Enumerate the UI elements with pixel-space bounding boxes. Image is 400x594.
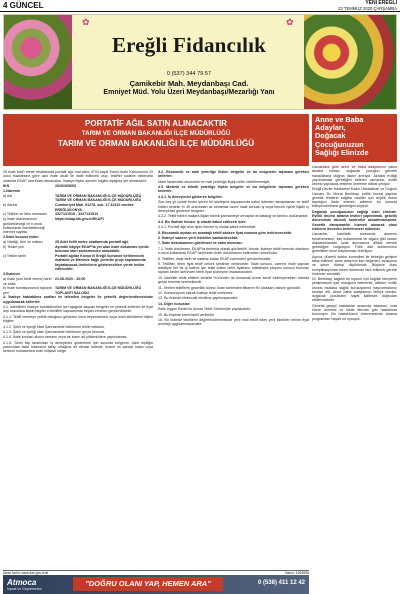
field-key: a) Niteliği, türü ve miktarı	[3, 240, 43, 245]
field-value: https://ekap.kik.gov.tr/EKAP/	[55, 217, 104, 222]
bottom-advertisement	[3, 575, 309, 594]
flower-icon: ✿	[82, 17, 90, 27]
field-key: b) Teslim yeri	[3, 245, 25, 250]
ikn-label: İKN	[3, 183, 10, 188]
paragraph: 11. Verilen tekliflerin geçerlilik süresi, ihale tarihinden itibaren 90 (doksan) takvim günüdür.	[158, 285, 301, 290]
paragraph: 4.4. Bu ihalede benzer iş olarak kabul edilecek işler:	[158, 219, 247, 224]
paragraph: Son beş yıl içinde bedel içeren bir sözleşme kapsamında kabul işlemleri tamamlanan ve teklif edilen bedelin % 40 oranından az olmamak üzere ihale konusu iş veya benzer işlere ilişkin iş deneyimini gösteren belgeler.	[158, 200, 309, 213]
paragraph: 14. Diğer hususlar:	[158, 301, 191, 306]
field-value: TARIM VE ORMAN BAKANLIĞI İLÇE MÜDÜRLÜĞÜ TARIM VE ORMAN BAKANLIĞI İLÇE MÜDÜRLÜĞÜ	[55, 194, 142, 203]
sidebar-headline	[312, 114, 397, 162]
field-row	[3, 286, 153, 295]
sidebar-article	[312, 114, 397, 588]
section-heading: 1-İdarenin	[3, 188, 21, 193]
field-value: Portatif ağıllar Konya ili Ereğli ilçesinde belirlenecek mahalde ve Merkeze bağlı yerlerde proje kapsamında faydalanacak üreticilerin gösterecekleri yerde teslim edilecektir.	[55, 254, 146, 271]
sidebar-title-line-1: Anne ve Baba Adayları,	[315, 115, 364, 133]
paragraph: 12. Konsorsiyum olarak ihaleye teklif verilemez.	[158, 291, 234, 295]
paragraph: 4.1.3. Şekli ve içeriği İdari Şartnamede belirlenen geçici teminat,	[3, 329, 106, 334]
brand-subtitle: İnşaat ve Gayrimenkul	[7, 587, 42, 591]
paragraph: 10. İstekliler teklif ettikleri bedelin %3'ünden az olmamak üzere kendi belirleyecekleri tutarda geçici teminat vereceklerdir.	[158, 275, 309, 285]
flowers-photo-right	[304, 15, 396, 109]
section-heading: 2-İhale konusu malın	[3, 234, 39, 239]
field-value: 21.08.2020 - 10:00	[55, 277, 86, 282]
field-key: c) Telefon ve faks numarası	[3, 212, 47, 217]
issue-date: 23 TEMMUZ 2020 ÇARŞAMBA	[338, 6, 397, 11]
paragraph: İhale Uygun Bedel ile Alınan Teklif Yöntemiyle yapılacaktır.	[158, 307, 251, 312]
field-row	[3, 240, 153, 244]
flower-icon: ✿	[286, 17, 294, 27]
article-column-right	[158, 170, 309, 565]
paragraph: 4.3. Mesleki ve teknik yeterliğe ilişkin belgeler ve bu belgelerin taşıması gereken kriterler:	[158, 185, 309, 194]
paragraph: Dr. Berikbay, sağlıklı bir toplum için sağlıklı bireylerin yetişmesinin şart olduğunu belirterek, ailelere evlilik öncesi mutlaka sağlık kuruluşlarına başvurmalarını tavsiye etti. Anne baba adaylarının bilinçli olması, doğacak çocukların hayat kalitesini doğrudan etkilemektedir.	[312, 277, 397, 303]
field-key: c) Teslim tarihi	[3, 254, 26, 259]
paragraph: Uzmanlara göre anne ve baba adaylarının yakın akraba olması, doğacak çocuğun genetik hastalıklarla doğma riskini artırıyor. Akraba evliliği yapılmaması gerektiğini belirten uzmanlar, evlilik öncesi yapılacak testlerin önemine dikkat çekiyor.	[312, 165, 397, 186]
field-value: 3327131915 - 3327131913	[55, 212, 99, 217]
field-row	[3, 245, 153, 254]
paragraph: 5. Ekonomik açıdan en avantajlı teklif sadece fiyat esasına göre belirlenecektir.	[158, 230, 293, 235]
paragraph: Doğacak çocuğunuzun sağlığı sizin elinizde. Evlilik öncesi tarama testleri yaptırılmalı, gebelik döneminde düzenli kontroller aksatılmamalıdır. Genetik danışmanlık hizmeti alınarak olası risklerin önceden belirlenmesi mümkün.	[312, 209, 397, 231]
paragraph: 6. İhaleye sadece yerli istekliler katılabilecektir.	[158, 235, 239, 240]
ad-banner	[3, 575, 309, 594]
field-key: b) İhale komisyonunun toplantı yeri	[3, 286, 52, 295]
ad-address-line-2: Emniyet Müd. Yolu Üzeri Meydanbaşı/Mezarlığı Yanı	[103, 89, 275, 96]
announcement-footer	[3, 570, 309, 574]
announcement-headline	[3, 114, 309, 166]
paragraph: 4.1.1. Teklif vermeye yetkili olduğunu gösteren imza beyannamesi veya imza sirkülerine ilişkin bilgiler;	[3, 314, 153, 324]
headline-line-3: TARIM VE ORMAN BAKANLIĞI İLÇE MÜDÜRLÜĞÜ	[57, 139, 255, 148]
paragraph: 4.3.2. Teklif edilen mallara ilişkin teknik şartnameye cevaplar ile katalog ve tanıtıcı dokümanlar.	[158, 214, 309, 219]
ad-title: Ereğli Fidancılık	[111, 33, 267, 57]
field-row	[3, 194, 153, 203]
headline-line-1: PORTATİF AĞIL SATIN ALINACAKTIR	[85, 119, 227, 128]
field-value: Cumhuriyet Mah. 91278. sok. 17 42310 merkez EREĞLİ/KONYA	[55, 203, 134, 212]
paragraph: 13. Bu ihalede elektronik eksiltme yapılmayacaktır.	[158, 296, 239, 301]
field-row	[3, 254, 153, 271]
headline-line-2: TARIM VE ORMAN BAKANLIĞI İLÇE MÜDÜRLÜĞÜ	[81, 130, 231, 137]
ad-phone-number: 0 (538) 411 12 42	[257, 580, 305, 586]
footer-right-text: Basın: 1265596	[285, 571, 309, 576]
paragraph: Uzmanlar, hamilelik sürecinde annenin beslenmesine, ilaç kullanımına ve sigara gibi zararlı alışkanlıklardan uzak durmasına dikkat etmesi gerektiğini vurguluyor. Folik asit kullanımının gebelikten önce başlanması öneriliyor.	[312, 232, 397, 254]
paragraph: 7. İhale dokümanının görülmesi ve satın alınması:	[158, 241, 243, 246]
ikn-row	[3, 184, 153, 188]
ikn-value: 2020/365653	[55, 183, 76, 188]
field-key: a) Adı	[3, 194, 13, 199]
paragraph: Ereğli Devlet Hastanesi Kadın Hastalıkları ve Doğum Uzmanı Dr. Murat Berikbay, evlilik öncesi yapılan genetik testlerin sağlıklı nesiller için büyük önem taşıdığını ifade ederek, ailelerin bu konuda bilinçlendirilmesi gerektiğini söyledi.	[312, 187, 397, 209]
paragraph: 4.1.5. Tüzel kişi tarafından iş deneyimini göstermek için sunulan belgenin, tüzel kişiliğin yarısından fazla hissesine sahip ortağına ait olması halinde, ticaret ve sanayi odası veya serbest muhasebeci mali müşavir belge.	[3, 340, 153, 354]
paragraph: 4. İhaleye katılabilme şartları ve istenilen belgeler ile yeterlik değerlendirmesinde uygulanacak kriterler:	[3, 295, 153, 304]
field-value: 25 Adet 6x50 metre ebatlarında portatif ağıl	[55, 240, 129, 245]
paper-name: YENİ EREĞLİ	[365, 0, 397, 6]
paragraph: 4.1.4. İhale konusu alımın tamamı veya bir kısmı alt yüklenicilere yaptırılamaz.	[3, 335, 128, 340]
field-key: ç) İhale dokümanının görülebileceği ve e-imza kullanılarak indirilebileceği internet sayfası	[3, 217, 45, 234]
field-key: b) Adresi	[3, 203, 18, 208]
paragraph: 9. Teklifler, birim fiyat teklif cetveli şeklinde verilecektir. İhale sonucu, üzerine ihale yapılan istekliyle her bir iş kalemi için teklif edilen birim fiyatların miktarlarla çarpımı sonucu bulunan toplam bedel üzerinden birim fiyat sözleşme imzalanacaktır.	[158, 261, 309, 275]
paragraph: Ayrıca, düzenli doktor kontrolleri ile bebeğin gelişimi takip edilmeli, anne adayının kan değerleri, tansiyonu ve şeker düzeyi ölçülmelidir. Böylece olası komplikasyonlar erken dönemde fark edilerek gerekli önlemler alınabilir.	[312, 254, 397, 276]
sidebar-title-line-3: Sağlığı Elinizde	[315, 147, 369, 157]
field-row	[3, 203, 153, 212]
paragraph: 7.1. İhale dokümanı, EKAP'ta bedelsiz olarak görülebilir. Ancak, ihaleye teklif verecek olanların e-imza kullanarak EKAP üzerinden ihale dokümanını indirmeleri zorunludur.	[158, 246, 309, 256]
brand-logo: Atmoca	[7, 578, 37, 587]
ad-address-line-1: Çamikebir Mah. Meydanbaşı Cad.	[129, 79, 249, 88]
paragraph: 16. Bu ihalede tekliflerin değerlendirilmesinde yerli malı teklif eden yerli istekliler lehine fiyat avantajı uygulanmayacaktır.	[158, 318, 309, 327]
masthead	[0, 0, 400, 12]
paragraph: 4.3.1. İş deneyimini gösteren belgeler:	[158, 194, 223, 199]
paragraph: 4.2. Ekonomik ve mali yeterliğe ilişkin belgeler ve bu belgelerin taşıması gereken kriterler:	[158, 170, 309, 179]
section-heading: 3-İhalenin	[3, 271, 20, 276]
paragraph: 15. Bu ihalede kısmi teklif verilebilir.	[158, 312, 215, 317]
field-row	[3, 217, 153, 234]
footer-left-text: İlanın tarihi: www.ilan.gov.tr'de	[3, 571, 49, 576]
ad-phone: 0 (537) 344 79 57	[166, 71, 212, 77]
paragraph: İdare tarafından ekonomik ve mali yeterliğe ilişkin kriter belirtilmemiştir.	[158, 179, 271, 184]
sidebar-body	[312, 165, 397, 585]
flowers-photo-left	[4, 15, 72, 109]
article-column-left	[3, 170, 153, 565]
field-value: Ayrıntılı bilgiye EKAP'ta yer alan ihale dokümanı içinde bulunan idari şartnameden ulaşılabilir.	[55, 245, 149, 254]
field-row	[3, 277, 153, 286]
field-key: a) İhale (son teklif verme) tarih ve saati	[3, 277, 52, 286]
paragraph: 4.1. İsteklilerin ihaleye katılabilmeleri için aşağıda sayılan belgeler ve yeterlik kriterleri ile fiyat dışı unsurlara ilişkin bilgiler e-teklifleri kapsamında beyan etmeleri gerekmektedir.	[3, 305, 153, 314]
paragraph: 8. Teklifler, ihale tarih ve saatine kadar EKAP üzerinden gönderilecektir.	[158, 256, 272, 261]
paragraph: 4.4.1. Portatif ağıl alım işleri benzer iş olarak kabul edilecektir.	[158, 225, 257, 230]
field-value: TARIM VE ORMAN BAKANLIĞI İLÇE MÜDÜRLÜĞÜ TOPLANTI SALONU	[55, 286, 142, 295]
top-advertisement	[3, 14, 397, 110]
ad-slogan: "DOĞRU OLANI YAP, HEMEN ARA"	[73, 577, 223, 591]
article-intro: 25 Adet 6x50 metre ebatlarında portatif ağıl mal alımı 4734 sayılı Kamu İhale Kanununun 19 uncu maddesine göre açık ihale usulü ile ihale edilecek olup, teklifler sadece elektronik ortamda EKAP üzerinden alınacaktır. İhaleye ilişkin ayrıntılı bilgiler aşağıda yer almaktadır:	[3, 170, 153, 183]
section-title: 4 GÜNCEL	[3, 1, 44, 10]
sidebar-title-line-2: Doğacak Çocuğunuzun	[315, 131, 364, 149]
paragraph: 4.1.2. Şekli ve içeriği İdari Şartnamede belirlenen teklif mektubu,	[3, 324, 106, 329]
paragraph: Genetik geçişli hastalıklar arasında talasemi, orak hücre anemisi ve kistik fibrozis gibi hastalıklar bulunuyor. Bu hastalıkların önlenmesinde tarama programları hayati rol oynuyor.	[312, 303, 397, 321]
